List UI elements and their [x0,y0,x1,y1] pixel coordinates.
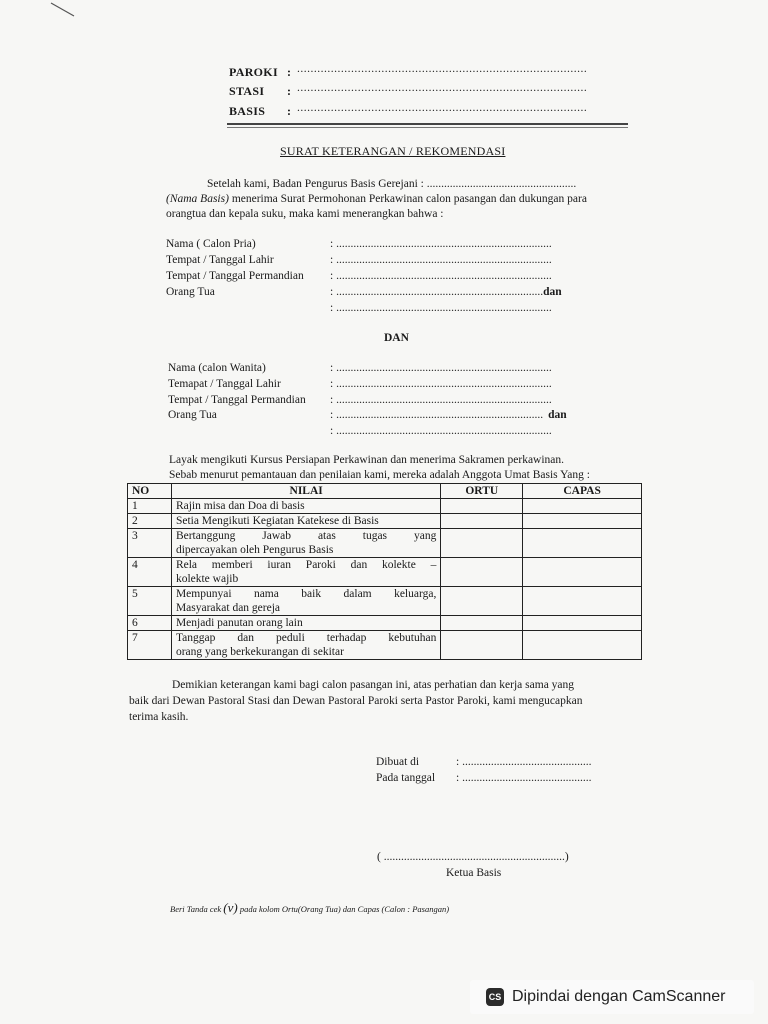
row-nilai-line: dipercayakan oleh Pengurus Basis [175,544,334,556]
row-ortu-check[interactable] [441,587,523,616]
dan-heading: DAN [384,332,409,344]
tanggal-blank: : ............................................. [456,772,592,784]
stasi-sep: : [287,84,292,98]
wanita-ortu-blank: : ........................................................................ dan [330,409,567,421]
table-body [128,499,642,660]
nama-basis-italic: (Nama Basis) [166,193,229,205]
row-nilai-line: Tanggap dan peduli terhadap kebutuhan [175,632,437,644]
pria-ortu-dan: dan [543,286,562,298]
wanita-permandian-label: Tempat / Tanggal Permandian [168,394,306,406]
row-capas-check[interactable] [523,558,642,587]
row-ortu-check[interactable] [441,514,523,529]
basis-label: BASIS [229,104,266,118]
tanggal-label: Pada tanggal [376,772,436,784]
row-no: 4 [128,558,172,587]
wanita-ortu-blank-2: : ........................................................................... [330,425,552,437]
row-capas-check[interactable] [523,616,642,631]
document-title: SURAT KETERANGAN / REKOMENDASI [280,144,506,158]
table-row [128,499,642,514]
row-no: 7 [128,631,172,660]
pria-nama-label: Nama ( Calon Pria) [166,238,256,250]
footnote [170,900,449,916]
camscanner-logo-icon: CS [486,988,504,1006]
camscanner-watermark [470,980,754,1014]
pria-ortu-blank: : ........................................................................dan [330,286,562,298]
row-nilai [171,631,440,660]
table-row [128,631,642,660]
header-nilai: NILAI [171,484,440,499]
header-no: NO [128,484,172,499]
row-capas-check[interactable] [523,631,642,660]
paroki-sep: : [287,65,292,79]
row-capas-check[interactable] [523,529,642,558]
header-ortu: ORTU [441,484,523,499]
table-row [128,514,642,529]
row-nilai-line: Menjadi panutan orang lain [175,617,303,629]
row-ortu-check[interactable] [441,499,523,514]
intro-line-3: orangtua dan kepala suku, maka kami menerangkan bahwa : [166,208,444,220]
row-nilai-line: kolekte wajib [175,573,239,585]
wanita-ortu-label: Orang Tua [168,409,217,421]
row-ortu-check[interactable] [441,631,523,660]
pria-ortu-blank-2: : ........................................................................... [330,302,552,314]
wanita-ortu-dan: dan [548,409,567,421]
closing-line-1: Demikian keterangan kami bagi calon pasangan ini, atas perhatian dan kerja sama yang [172,679,575,691]
layak-line-1: Layak mengikuti Kursus Persiapan Perkawinan dan menerima Sakramen perkawinan. [169,454,565,466]
header-capas: CAPAS [523,484,642,499]
row-no: 5 [128,587,172,616]
intro-line-1: Setelah kami, Badan Pengurus Basis Gerejani : .................................................... [207,178,577,190]
footnote-pre: Beri Tanda cek [170,904,222,914]
closing-line-2: baik dari Dewan Pastoral Stasi dan Dewan Pastoral Paroki serta Pastor Paroki, kami mengucapkan [129,695,583,707]
row-nilai-line: Rela memberi iuran Paroki dan kolekte – [175,559,437,571]
signature-blank: ( ...............................................................) [377,851,569,863]
pria-lahir-blank: : ........................................................................... [330,254,552,266]
table-header-row [128,484,642,499]
pen-stroke-mark [50,2,76,18]
row-capas-check[interactable] [523,499,642,514]
row-capas-check[interactable] [523,587,642,616]
header-rule-thin [227,127,628,128]
closing-line-3: terima kasih. [129,711,189,723]
footnote-post: pada kolom Ortu(Orang Tua) dan Capas (Calon : Pasangan) [239,904,450,914]
wanita-lahir-label: Temapat / Tanggal Lahir [168,378,281,390]
table-row [128,587,642,616]
table-row [128,616,642,631]
row-nilai-line: Rajin misa dan Doa di basis [175,500,305,512]
wanita-nama-label: Nama (calon Wanita) [168,362,266,374]
row-capas-check[interactable] [523,514,642,529]
pria-ortu-label: Orang Tua [166,286,215,298]
nilai-table [127,483,642,660]
intro-line-2 [166,191,587,207]
row-no: 3 [128,529,172,558]
dibuat-blank: : ............................................. [456,756,592,768]
stasi-label: STASI [229,84,265,98]
row-nilai-line: Mempunyai nama baik dalam keluarga, [175,588,437,600]
row-ortu-check[interactable] [441,558,523,587]
table-row [128,558,642,587]
footnote-mark: (v) [223,900,238,915]
row-no: 2 [128,514,172,529]
ketua-basis-label: Ketua Basis [446,867,502,879]
stasi-blank: ...................................................................................... [297,82,588,94]
row-no: 1 [128,499,172,514]
camscanner-text: Dipindai dengan CamScanner [512,988,726,1005]
layak-line-2: Sebab menurut pemantauan dan penilaian kami, mereka adalah Anggota Umat Basis Yang : [169,469,590,481]
header-rule-thick [227,123,628,125]
row-ortu-check[interactable] [441,616,523,631]
row-nilai-line: Bertanggung Jawab atas tugas yang [175,530,437,542]
row-nilai-line: orang yang berkekurangan di sekitar [175,646,344,658]
basis-sep: : [287,104,292,118]
row-nilai-line: Setia Mengikuti Kegiatan Katekese di Basis [175,515,379,527]
row-ortu-check[interactable] [441,529,523,558]
row-nilai [171,558,440,587]
wanita-lahir-blank: : ........................................................................... [330,378,552,390]
pria-permandian-blank: : ........................................................................... [330,270,552,282]
pria-nama-blank: : ........................................................................... [330,238,552,250]
row-nilai [171,529,440,558]
table-row [128,529,642,558]
wanita-permandian-blank: : ........................................................................... [330,394,552,406]
row-nilai-line: Masyarakat dan gereja [175,602,281,614]
intro-line-2-rest: menerima Surat Permohonan Perkawinan calon pasangan dan dukungan para [228,193,587,205]
row-no: 6 [128,616,172,631]
row-nilai [171,514,440,529]
row-nilai [171,616,440,631]
paroki-blank: ...................................................................................... [297,63,588,75]
row-nilai [171,587,440,616]
pria-permandian-label: Tempat / Tanggal Permandian [166,270,304,282]
row-nilai [171,499,440,514]
dibuat-label: Dibuat di [376,756,420,768]
wanita-nama-blank: : ........................................................................... [330,362,552,374]
paroki-label: PAROKI [229,65,278,79]
pria-lahir-label: Tempat / Tanggal Lahir [166,254,274,266]
basis-blank: ...................................................................................... [297,102,588,114]
